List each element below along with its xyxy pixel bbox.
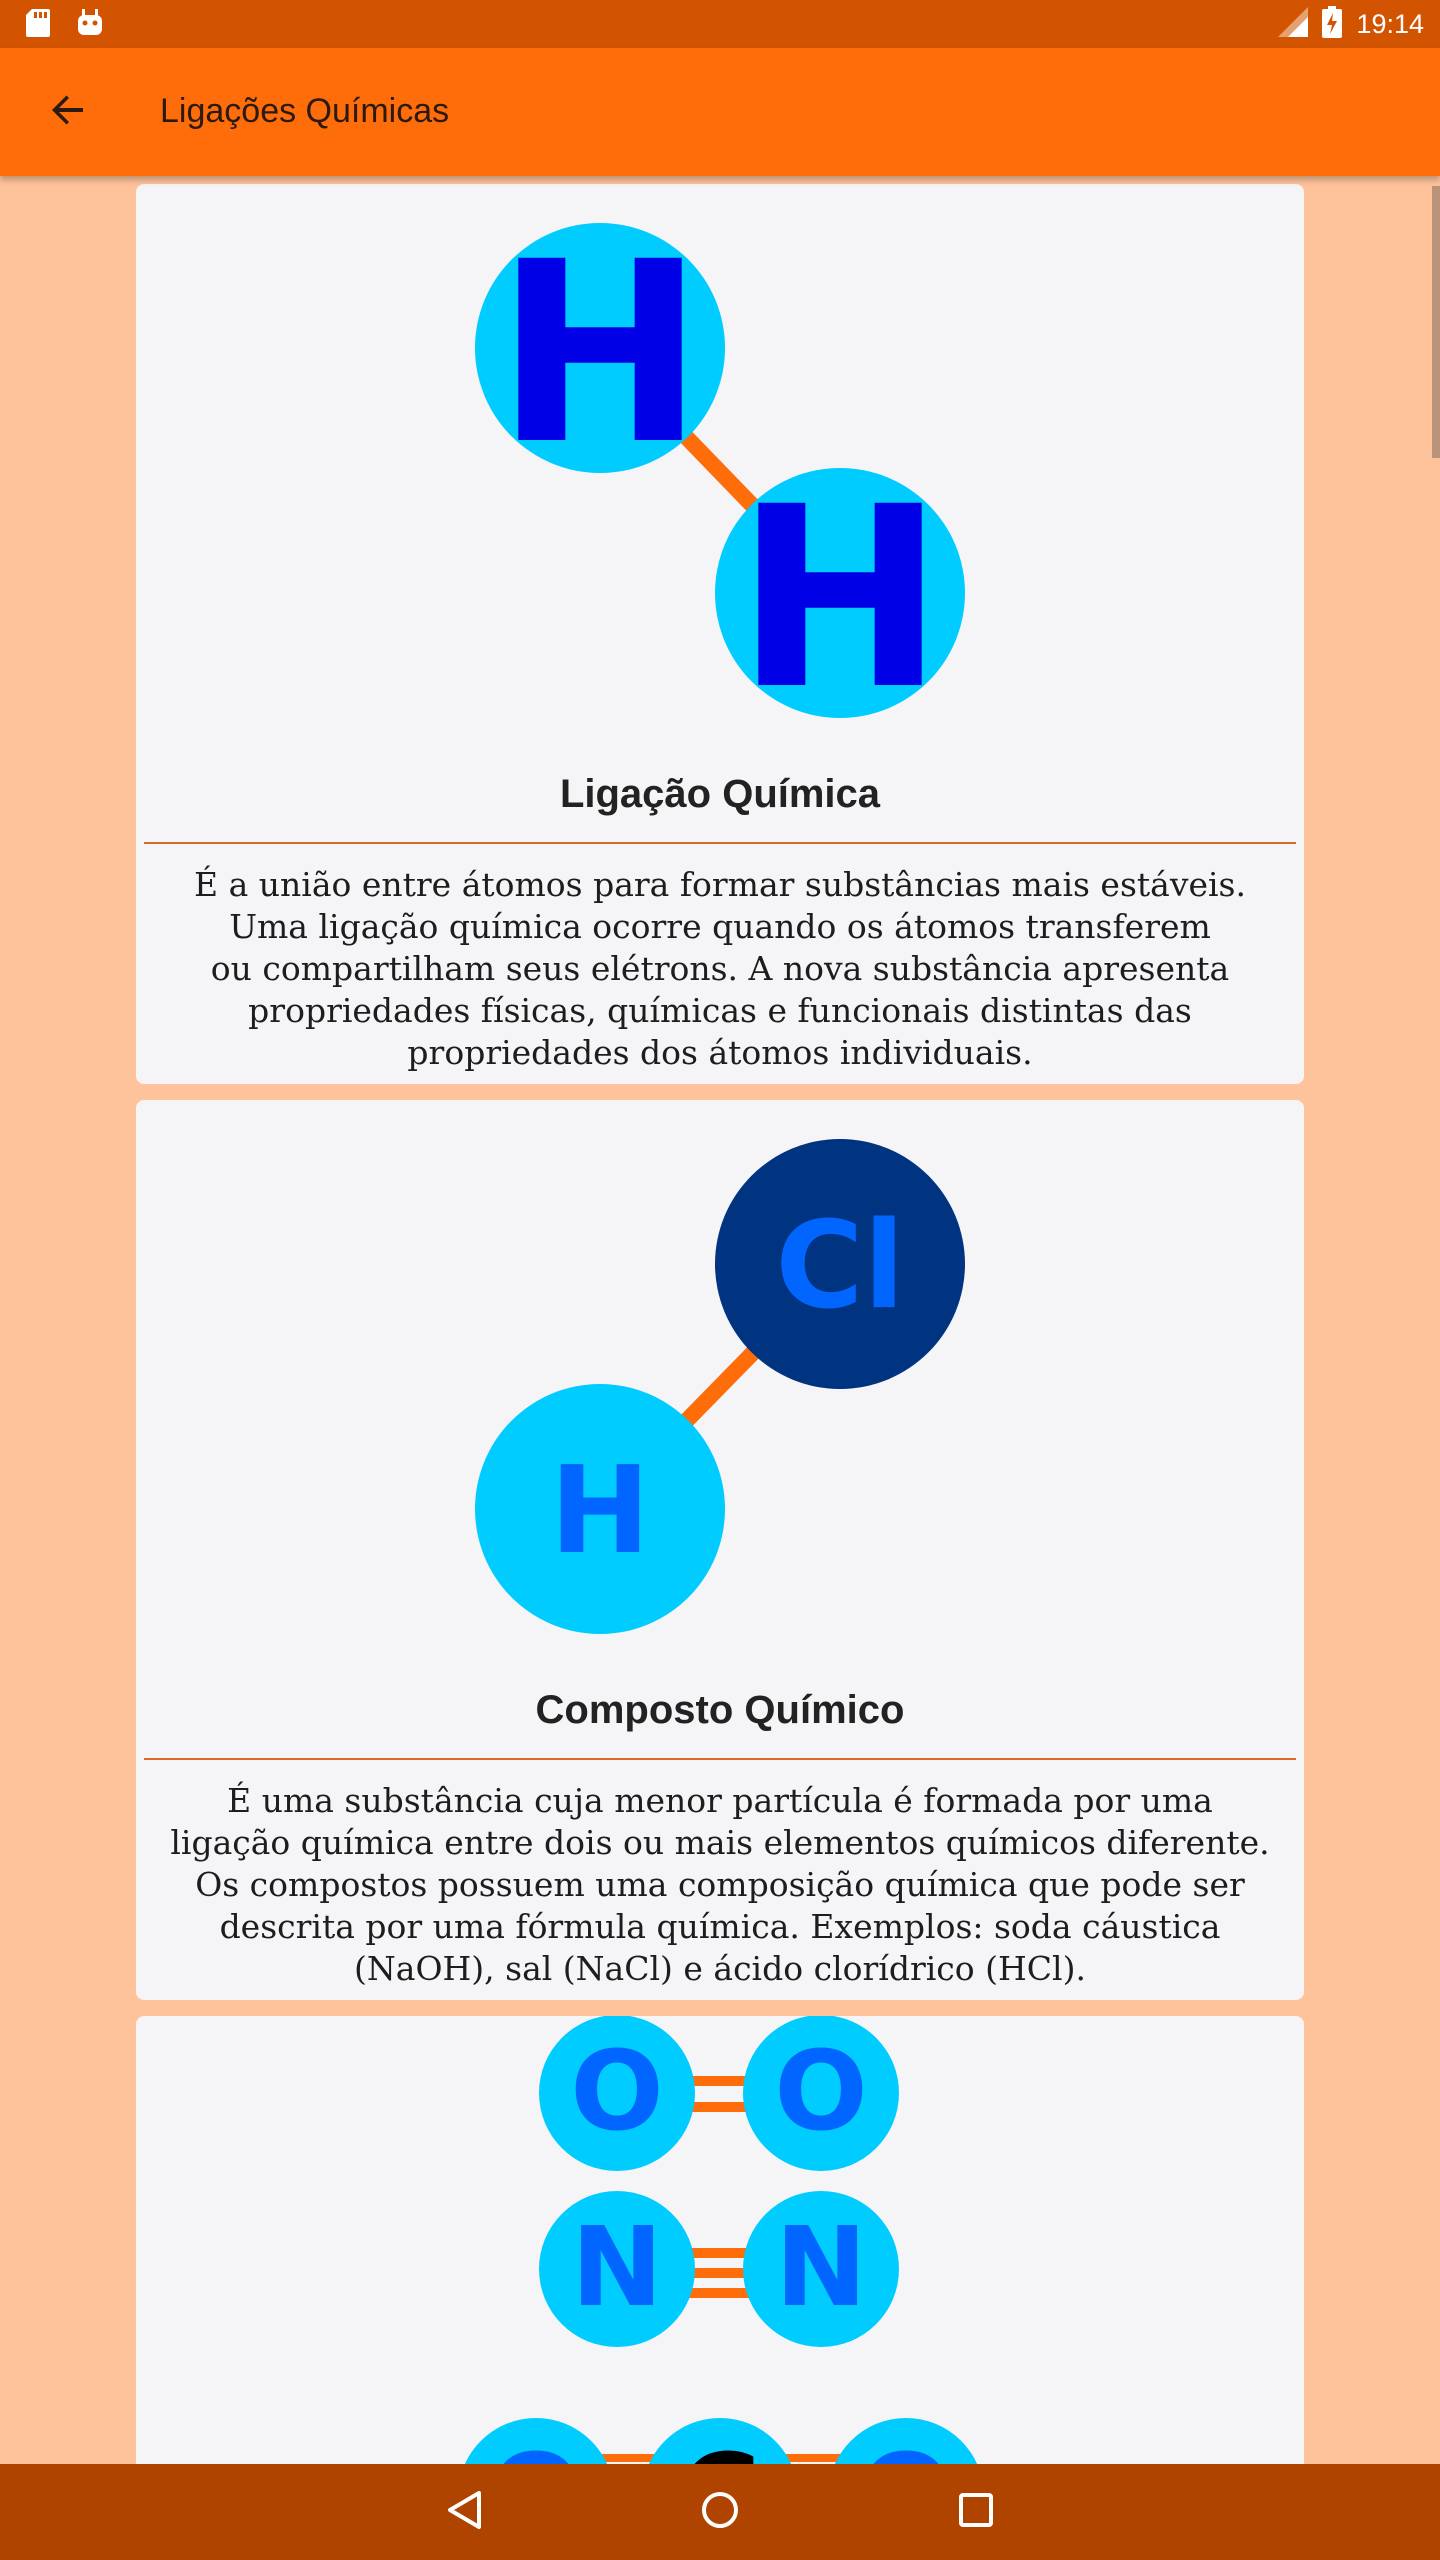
nav-back-button[interactable] [436,2484,492,2540]
description-line: (NaOH), sal (NaCl) e ácido clorídrico (HCl). [354,1949,1086,1988]
atom-label: O [774,2027,868,2155]
divider [144,1758,1296,1760]
o2-n2-co2-molecules-illustration [136,2016,1304,2464]
card-title: Composto Químico [535,1688,905,1732]
atom-label: O [570,2027,664,2155]
status-bar [0,0,1440,48]
recents-square-icon [958,2492,994,2533]
atom-label: H [549,1442,651,1581]
atom-label: H [735,453,945,744]
arrow-left-icon [51,93,85,132]
home-circle-icon [700,2490,740,2535]
description-line: descrita por uma fórmula química. Exemplos: soda cáustica [219,1907,1221,1946]
atom-label: Cl [775,1197,905,1336]
nav-recents-button[interactable] [948,2484,1004,2540]
signal-icon [1278,7,1308,42]
description-line: ligação química entre dois ou mais elementos químicos diferente. [170,1823,1270,1862]
description-line: propriedades físicas, químicas e funcionais distintas das [248,991,1192,1030]
page-title: Ligações Químicas [160,92,450,130]
atom-label [489,2430,583,2464]
card-moleculas [136,2016,1304,2464]
system-nav-bar [0,2464,1440,2560]
description-line: Os compostos possuem uma composição química que pode ser [195,1865,1245,1904]
back-triangle-icon [446,2490,482,2535]
scrollbar-thumb[interactable] [1432,186,1440,458]
atom-label: N [774,2203,868,2331]
h2-molecule-illustration [136,184,1304,744]
atom-label [680,2430,761,2464]
description-line: ou compartilham seus elétrons. A nova substância apresenta [210,949,1230,988]
description-line: É uma substância cuja menor partícula é formada por uma [227,1781,1213,1820]
battery-charging-icon [1322,6,1342,43]
divider [144,842,1296,844]
app-bar [0,48,1440,176]
card-description [146,1780,1294,1990]
description-line: Uma ligação química ocorre quando os átomos transferem [229,907,1211,946]
card-description [146,864,1294,1074]
status-time: 19:14 [1356,9,1424,39]
card-title: Ligação Química [559,772,881,816]
android-icon [76,9,104,42]
atom-label: N [570,2203,664,2331]
card-list[interactable] [136,184,1304,2464]
atom-label [859,2430,953,2464]
back-button[interactable] [40,84,96,140]
description-line: É a união entre átomos para formar substâncias mais estáveis. [194,865,1246,904]
description-line: propriedades dos átomos individuais. [407,1033,1033,1072]
sd-card-icon [26,9,50,42]
nav-home-button[interactable] [692,2484,748,2540]
atom-label: H [495,208,705,499]
hcl-molecule-illustration [136,1100,1304,1660]
card-ligacao-quimica [136,184,1304,1084]
card-composto-quimico [136,1100,1304,2000]
